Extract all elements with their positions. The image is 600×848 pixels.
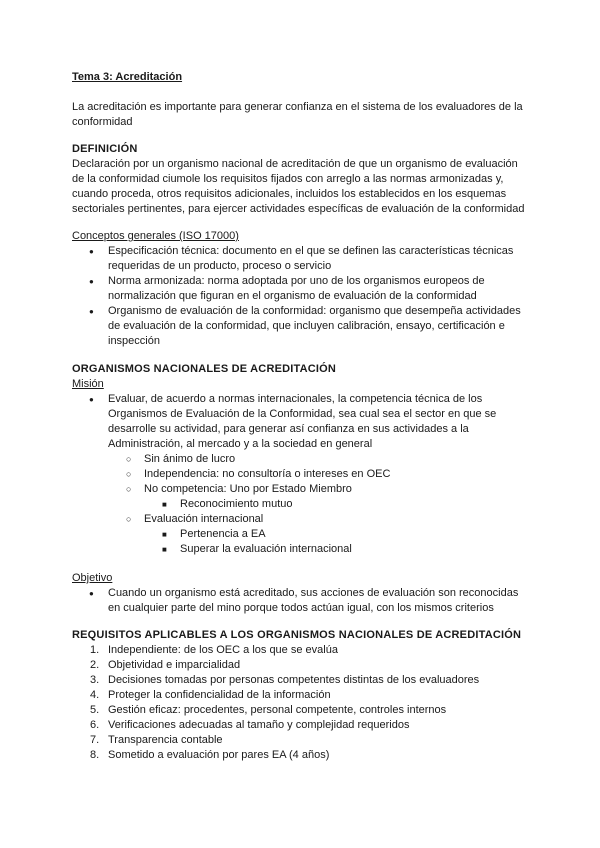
objetivo-list	[72, 586, 532, 616]
list-item: 4. Proteger la confidencialidad de la información	[90, 689, 331, 701]
list-item: ○ Sin ánimo de lucro	[72, 452, 532, 467]
requisitos-heading: REQUISITOS APLICABLES A LOS ORGANISMOS NACIONALES DE ACREDITACIÓN	[72, 629, 522, 641]
mision-sublist	[72, 452, 532, 497]
document-content	[72, 70, 532, 763]
organismos-heading: ORGANISMOS NACIONALES DE ACREDITACIÓN	[72, 363, 337, 375]
list-item: 7. Transparencia contable	[90, 734, 223, 746]
mision-heading: Misión	[72, 378, 104, 390]
list-item: 2. Objetividad e imparcialidad	[90, 659, 241, 671]
list-item: ● Especificación técnica: documento en el que se definen las características técnicas requeridas de un producto, proceso o servicio	[72, 244, 532, 274]
requisitos-list	[72, 643, 532, 763]
definicion-paragraph: Declaración por un organismo nacional de acreditación de que un organismo de evaluación de la conformidad ciumole los requisitos fijados con arreglo a las normas armonizadas y, cuando proceda, otros requisitos adicionales, incluidos los establecidos en los esquemas sectoriales pertinentes, para ejercer actividades específicas de evaluación de la conformidad	[72, 158, 525, 215]
intro-paragraph: La acreditación es importante para generar confianza en el sistema de los evaluadores de la conformidad	[72, 101, 523, 128]
mision-sublist-cont	[72, 512, 532, 527]
list-item: 8. Sometido a evaluación por pares EA (4 años)	[90, 749, 330, 761]
page-title: Tema 3: Acreditación	[72, 71, 183, 83]
list-item: ■ Superar la evaluación internacional	[72, 542, 532, 557]
mision-item	[72, 392, 532, 452]
list-item: 3. Decisiones tomadas por personas competentes distintas de los evaluadores	[90, 674, 480, 686]
mision-text: Evaluar, de acuerdo a normas internacionales, la competencia técnica de los Organismos de Evaluación de la Conformidad, sea cual sea el sector en que se desarrolle su actividad, para generar así confianza en sus actividades a la Administración, al mercado y a la sociedad en general	[108, 393, 497, 450]
list-item: ○ No competencia: Uno por Estado Miembro	[72, 482, 532, 497]
list-item: 5. Gestión eficaz: procedentes, personal competente, controles internos	[90, 704, 447, 716]
list-item: ■ Reconocimiento mutuo	[72, 497, 532, 512]
conceptos-heading: Conceptos generales (ISO 17000)	[72, 230, 239, 242]
mision-list	[72, 392, 532, 452]
list-item: ● Cuando un organismo está acreditado, sus acciones de evaluación son reconocidas en cualquier parte del mino porque todos actúan igual, con los mismos criterios	[72, 586, 532, 616]
list-item: 6. Verificaciones adecuadas al tamaño y complejidad requeridos	[90, 719, 410, 731]
list-item: ○ Independencia: no consultoría o intereses en OEC	[72, 467, 532, 482]
list-item: ■ Pertenencia a EA	[72, 527, 532, 542]
no-competencia-sublist	[72, 497, 532, 512]
list-item: ● Norma armonizada: norma adoptada por uno de los organismos europeos de normalización que figuran en el organismo de evaluación de la conformidad	[72, 274, 532, 304]
list-item: ● Organismo de evaluación de la conformidad: organismo que desempeña actividades de evaluación de la conformidad, que incluyen calibración, ensayo, certificación e inspección	[72, 304, 532, 349]
list-item: ○ Evaluación internacional	[72, 512, 532, 527]
evaluacion-sublist	[72, 527, 532, 557]
definicion-heading: DEFINICIÓN	[72, 143, 138, 155]
conceptos-list	[72, 244, 532, 349]
list-item: 1. Independiente: de los OEC a los que se evalúa	[90, 644, 338, 656]
objetivo-heading: Objetivo	[72, 572, 113, 584]
